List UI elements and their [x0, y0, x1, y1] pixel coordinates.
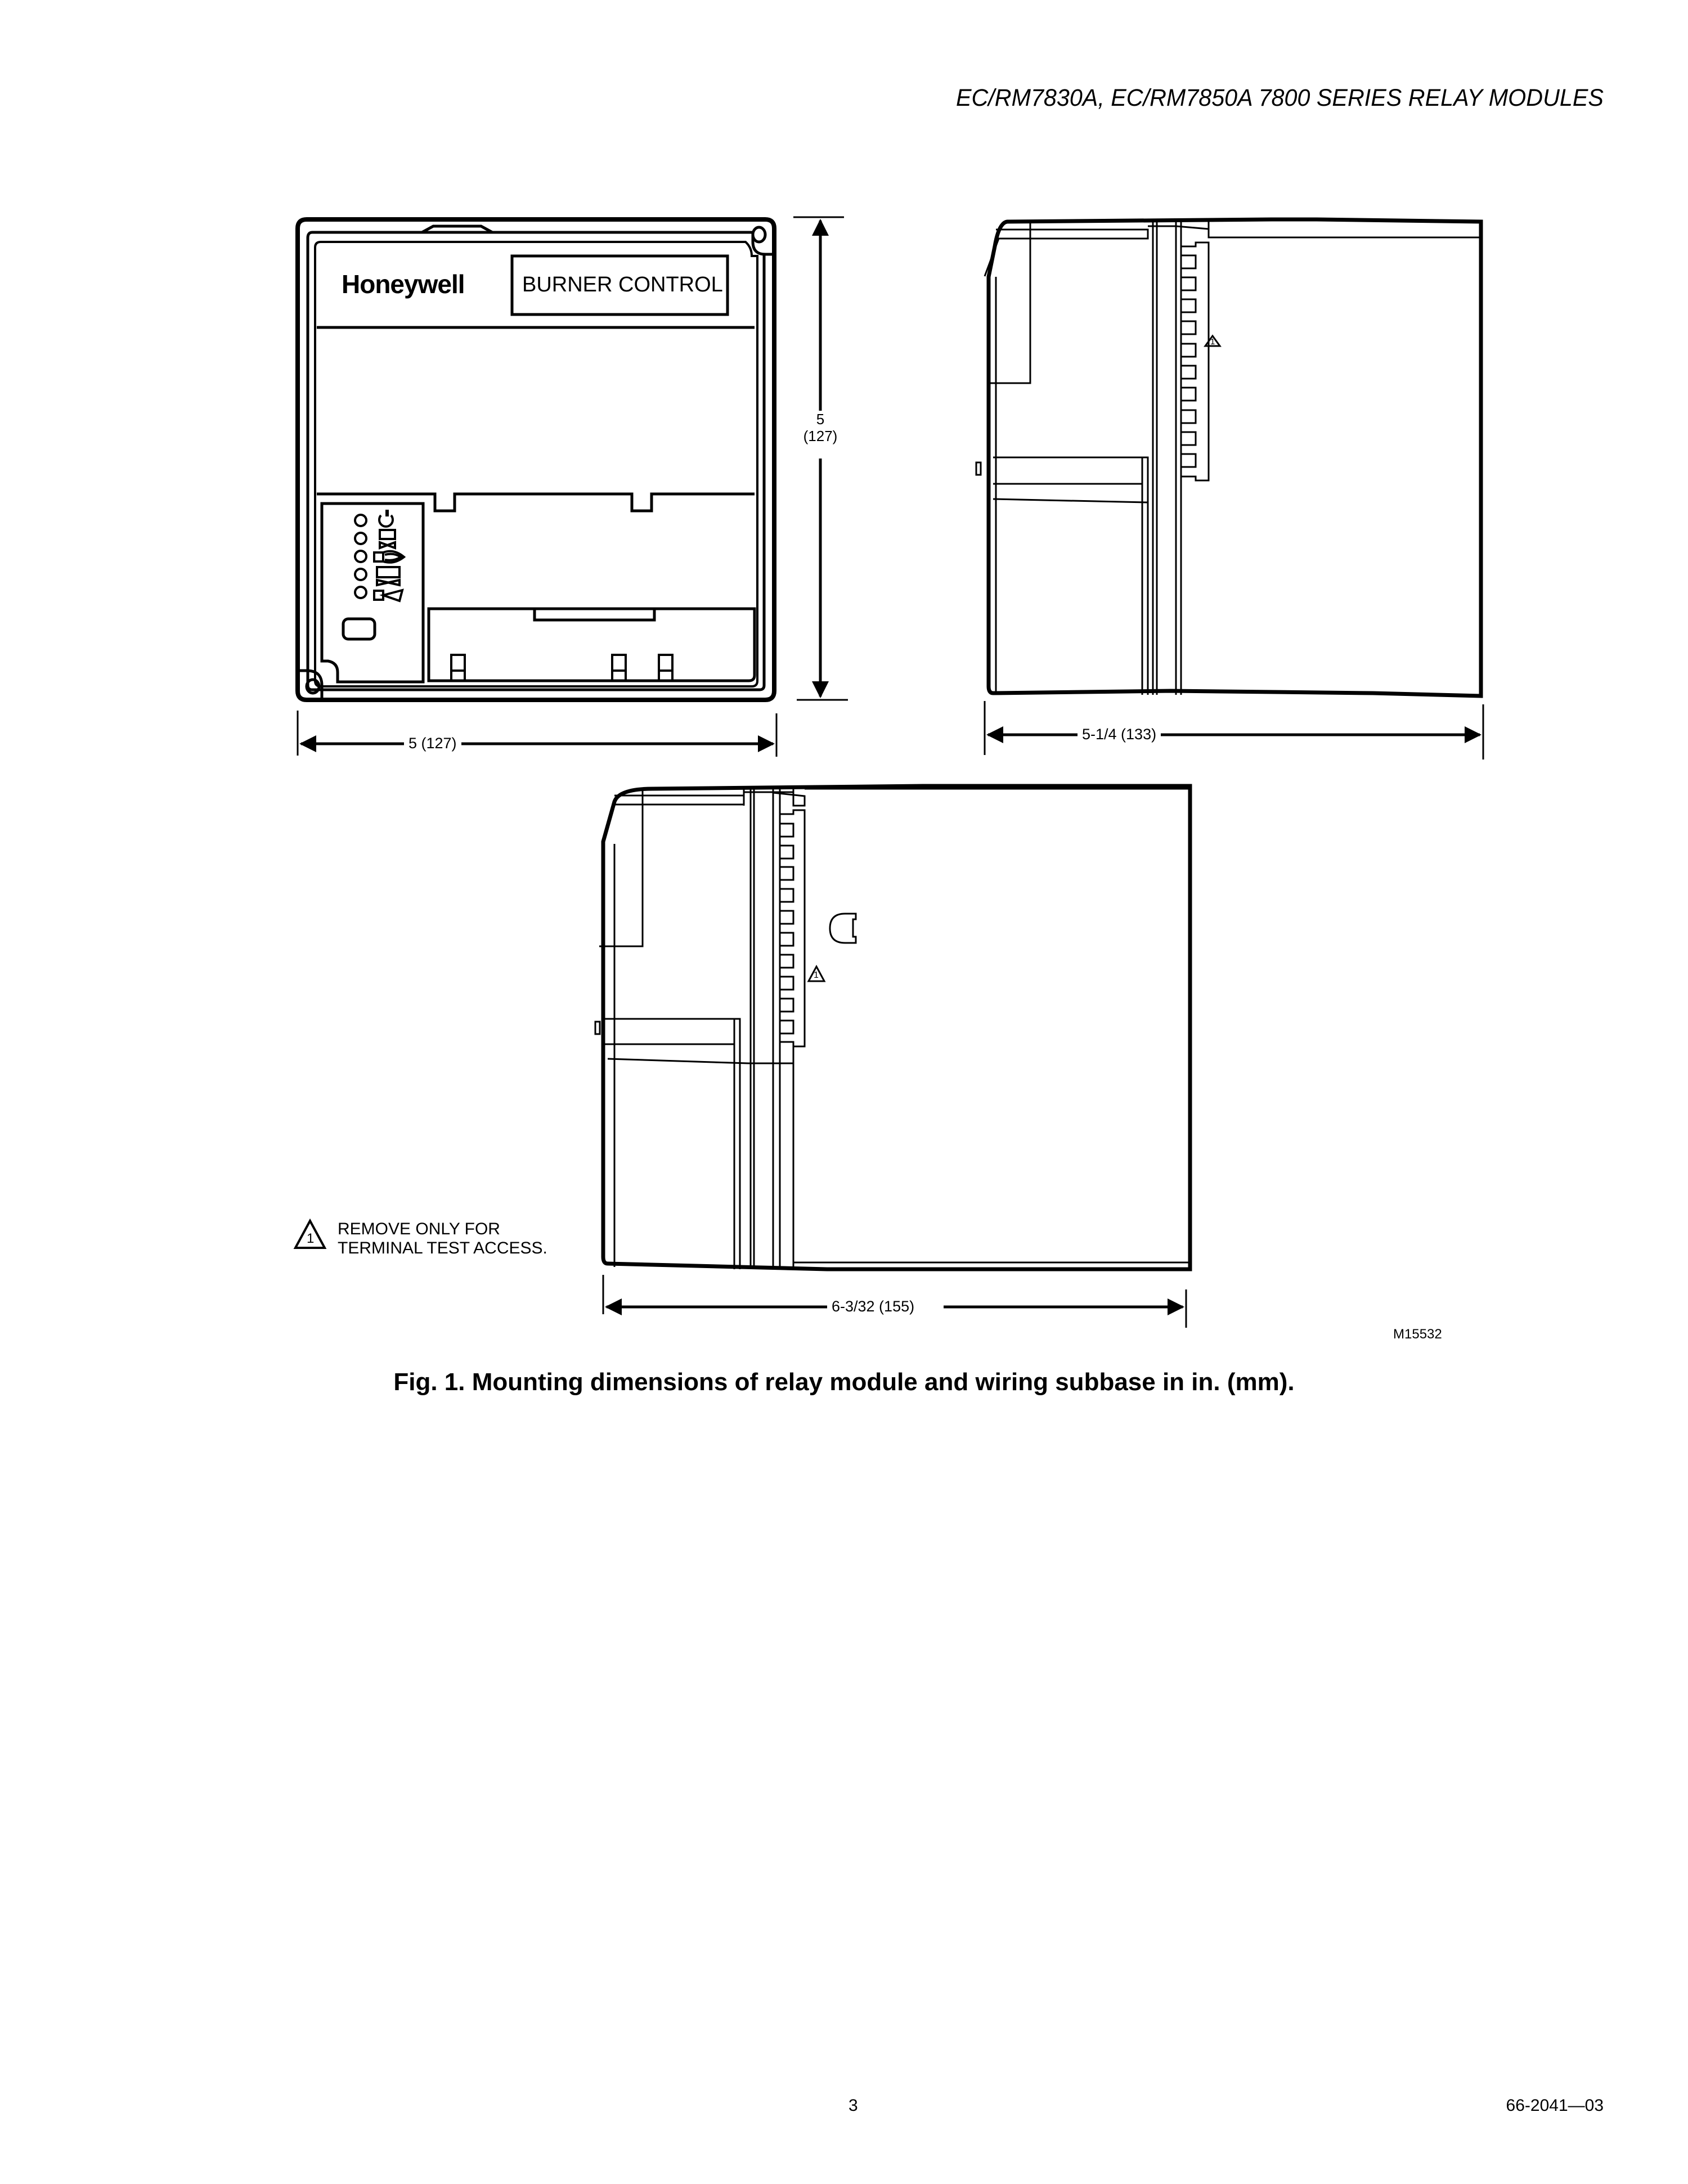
- figure-caption: Fig. 1. Mounting dimensions of relay module and wiring subbase in in. (mm).: [393, 1368, 1295, 1396]
- mounting-clip-icon: [830, 914, 856, 943]
- side-depth-label: 5-1/4 (133): [1078, 726, 1161, 743]
- power-icon: [379, 510, 393, 527]
- page-number: 3: [849, 2096, 858, 2115]
- pilot-valve-icon: [380, 530, 395, 548]
- front-height-label: [798, 411, 843, 444]
- terminal-slots: [1181, 255, 1196, 467]
- document-header-title: EC/RM7830A, EC/RM7850A 7800 SERIES RELAY MODULES: [956, 84, 1604, 111]
- subbase-view: [595, 786, 1190, 1269]
- main-valve-icon: [377, 567, 399, 585]
- figure-code: M15532: [1393, 1327, 1442, 1342]
- note-line-2: TERMINAL TEST ACCESS.: [338, 1239, 547, 1257]
- front-width-label: 5 (127): [404, 735, 461, 752]
- product-label: BURNER CONTROL: [522, 273, 723, 296]
- note-line-1: REMOVE ONLY FOR: [338, 1220, 500, 1238]
- subbase-depth-label: 6-3/32 (155): [827, 1298, 919, 1315]
- flame-icon: [374, 551, 404, 563]
- side-view: [976, 219, 1481, 696]
- front-height-mm: (127): [803, 428, 838, 444]
- terminal-slots: [780, 824, 793, 1033]
- side-callout-number: 1: [1210, 337, 1215, 347]
- front-height-inches: 5: [816, 411, 825, 428]
- brand-logo: Honeywell: [342, 269, 465, 299]
- indicator-leds: [355, 515, 366, 598]
- subbase-callout-number: 1: [814, 970, 819, 980]
- document-number: 66-2041—03: [1506, 2096, 1604, 2115]
- terminal-test-note: [338, 1220, 547, 1258]
- note-callout-number: 1: [307, 1231, 315, 1246]
- side-depth-dimension: [985, 701, 1483, 760]
- front-width-dimension: [298, 711, 776, 757]
- front-height-dimension: [793, 217, 848, 700]
- alarm-icon: [374, 590, 402, 601]
